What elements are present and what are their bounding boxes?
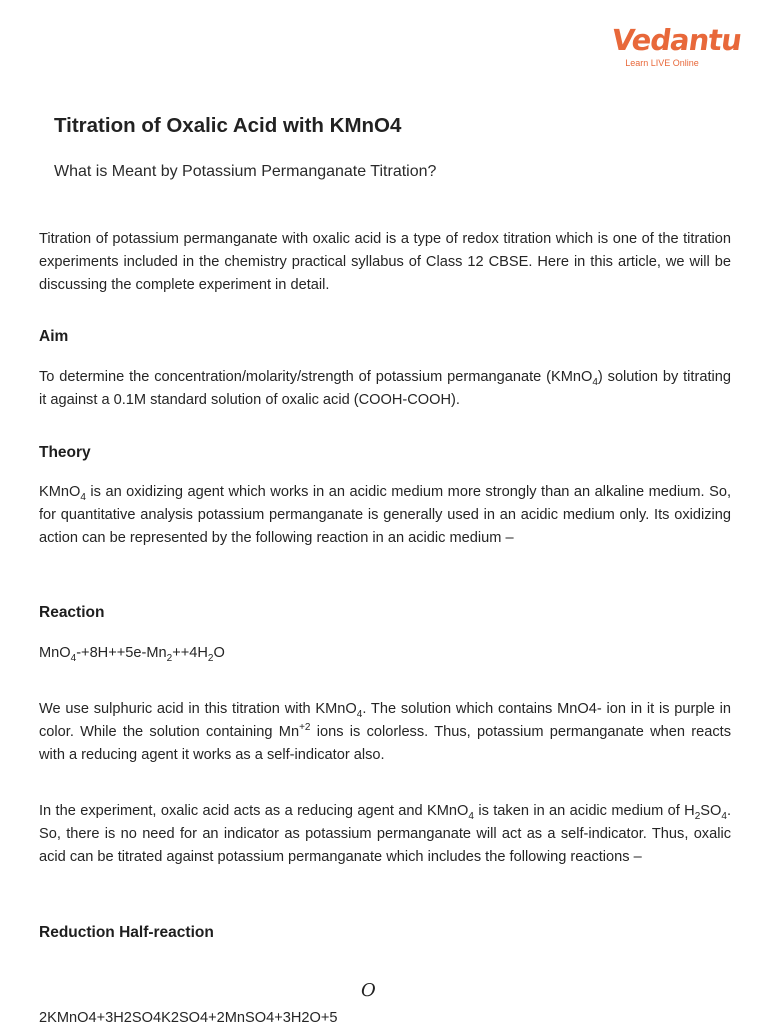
experiment-sub-3: 4 <box>721 810 727 822</box>
aim-heading: Aim <box>39 328 69 345</box>
reaction-sub-2: 2 <box>166 652 173 664</box>
sulphuric-text-1: We use sulphuric acid in this titration with KMnO <box>39 701 357 717</box>
experiment-text-3: SO <box>700 803 722 819</box>
theory-text-2: is an oxidizing agent which works in an acidic medium more strongly than an alkaline medium. So, for quantitative analysis potassium permanganate is generally used in an acidic medium only. Its oxidizing action can be represented by the following reaction in an acidic medium – <box>39 484 731 546</box>
intro-paragraph: Titration of potassium permanganate with oxalic acid is a type of redox titration which is one of the titration experiments included in the chemistry practical syllabus of Class 12 CBSE. Here in this article, we will be discussing the complete experiment in detail. <box>39 231 731 293</box>
reaction-part-1: MnO <box>39 645 71 661</box>
logo-tagline: Learn LIVE Online <box>625 58 699 68</box>
experiment-text-1: In the experiment, oxalic acid acts as a reducing agent and KMnO <box>39 803 469 819</box>
experiment-text-4: . So, there is no need for an indicator as potassium permanganate will act as a self-indicator. Thus, oxalic acid can be titrated against potassium permanganate which includes the following reactions – <box>39 803 731 865</box>
reaction-part-4: O <box>213 645 225 661</box>
sulphuric-paragraph <box>39 698 731 767</box>
reaction-sub-3: 2 <box>207 652 214 664</box>
experiment-sub-1: 4 <box>468 810 474 822</box>
reaction-equation <box>39 642 731 665</box>
sulphuric-sup-1: +2 <box>299 722 311 734</box>
reduction-heading: Reduction Half-reaction <box>39 924 214 941</box>
experiment-sub-2: 2 <box>694 810 701 822</box>
theory-sub-1: 4 <box>80 491 86 503</box>
aim-sub-1: 4 <box>592 376 598 388</box>
page-subtitle: What is Meant by Potassium Permanganate Titration? <box>54 163 437 180</box>
reaction-part-3: ++4H <box>172 645 208 661</box>
equation-symbol-o: O <box>361 980 376 1001</box>
aim-paragraph <box>39 366 731 412</box>
theory-text-1: KMnO <box>39 484 81 500</box>
aim-text-2: ) solution by titrating it against a 0.1M standard solution of oxalic acid (COOH-COOH). <box>39 369 731 408</box>
experiment-paragraph <box>39 800 731 869</box>
theory-paragraph <box>39 481 731 550</box>
reaction-sub-1: 4 <box>70 652 77 664</box>
logo-wordmark: Vedantu <box>609 23 744 57</box>
sulphuric-text-3: ions is colorless. Thus, potassium permanganate when reacts with a reducing agent it works as a self-indicator also. <box>39 724 732 763</box>
sulphuric-sub-1: 4 <box>356 708 363 720</box>
reaction-heading: Reaction <box>39 604 105 621</box>
vedantu-logo[interactable] <box>609 23 744 68</box>
reduction-equation-cut: 2KMnO4+3H2SO4K2SO4+2MnSO4+3H2O+5 <box>39 1010 338 1026</box>
experiment-text-2: is taken in an acidic medium of H <box>473 803 695 819</box>
reaction-part-2: -+8H++5e-Mn <box>76 645 167 661</box>
theory-heading: Theory <box>39 444 91 461</box>
page-title: Titration of Oxalic Acid with KMnO4 <box>54 114 402 137</box>
sulphuric-text-2: . The solution which contains MnO4- ion in it is purple in color. While the solution containing Mn <box>39 701 731 740</box>
aim-text-1: To determine the concentration/molarity/strength of potassium permanganate (KMnO <box>39 369 593 385</box>
